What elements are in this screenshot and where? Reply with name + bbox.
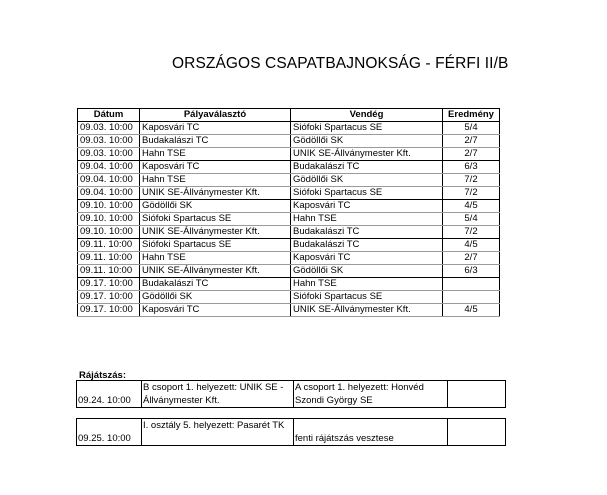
cell-away: Siófoki Spartacus SE <box>291 187 443 200</box>
cell-home: UNIK SE-Állványmester Kft. <box>140 226 291 239</box>
cell-result: 6/3 <box>443 161 500 174</box>
playoff-away: A csoport 1. helyezett: Honvéd Szondi György SE <box>294 381 448 408</box>
table-row <box>78 122 500 135</box>
playoff-away: fenti rájátszás vesztese <box>294 419 448 446</box>
cell-result: 7/2 <box>443 187 500 200</box>
table-row <box>78 135 500 148</box>
cell-date: 09.04. 10:00 <box>78 187 140 200</box>
cell-home: Gödöllői SK <box>140 291 291 304</box>
cell-result: 7/2 <box>443 226 500 239</box>
cell-date: 09.03. 10:00 <box>78 148 140 161</box>
playoff-home: I. osztály 5. helyezett: Pasarét TK <box>142 419 294 446</box>
cell-date: 09.04. 10:00 <box>78 161 140 174</box>
table-row <box>78 252 500 265</box>
cell-away: Hahn TSE <box>291 213 443 226</box>
playoff-row <box>77 419 506 446</box>
playoff-table-2 <box>76 418 506 446</box>
playoff-date: 09.25. 10:00 <box>78 433 131 444</box>
cell-result: 2/7 <box>443 148 500 161</box>
cell-result: 2/7 <box>443 252 500 265</box>
cell-date: 09.10. 10:00 <box>78 226 140 239</box>
playoff-result <box>448 419 506 446</box>
cell-result: 7/2 <box>443 174 500 187</box>
cell-date: 09.17. 10:00 <box>78 291 140 304</box>
cell-home: Kaposvári TC <box>140 304 291 317</box>
cell-away: Budakalászi TC <box>291 161 443 174</box>
playoff-heading: Rájátszás: <box>79 370 126 381</box>
playoff-home: B csoport 1. helyezett: UNIK SE - Állványmester Kft. <box>142 381 294 408</box>
table-row <box>78 200 500 213</box>
table-row <box>78 187 500 200</box>
cell-date: 09.10. 10:00 <box>78 213 140 226</box>
cell-away: UNIK SE-Állványmester Kft. <box>291 148 443 161</box>
table-row <box>78 174 500 187</box>
cell-away: Budakalászi TC <box>291 226 443 239</box>
header-home: Pályaválasztó <box>140 109 291 122</box>
cell-home: Hahn TSE <box>140 252 291 265</box>
cell-home: Hahn TSE <box>140 174 291 187</box>
cell-home: UNIK SE-Állványmester Kft. <box>140 265 291 278</box>
table-header-row <box>78 109 500 122</box>
cell-date: 09.03. 10:00 <box>78 122 140 135</box>
table-row <box>78 161 500 174</box>
cell-away: Gödöllői SK <box>291 174 443 187</box>
table-row <box>78 265 500 278</box>
cell-home: Hahn TSE <box>140 148 291 161</box>
cell-home: UNIK SE-Állványmester Kft. <box>140 187 291 200</box>
cell-date: 09.11. 10:00 <box>78 265 140 278</box>
header-away: Vendég <box>291 109 443 122</box>
cell-result: 4/5 <box>443 239 500 252</box>
cell-home: Gödöllői SK <box>140 200 291 213</box>
cell-away: Gödöllői SK <box>291 265 443 278</box>
cell-home: Budakalászi TC <box>140 135 291 148</box>
results-table <box>77 108 500 317</box>
cell-home: Budakalászi TC <box>140 278 291 291</box>
cell-date: 09.11. 10:00 <box>78 239 140 252</box>
table-row <box>78 278 500 291</box>
cell-away: Budakalászi TC <box>291 239 443 252</box>
table-row <box>78 148 500 161</box>
cell-date: 09.03. 10:00 <box>78 135 140 148</box>
cell-home: Siófoki Spartacus SE <box>140 239 291 252</box>
cell-result: 2/7 <box>443 135 500 148</box>
table-row <box>78 304 500 317</box>
cell-result: 5/4 <box>443 213 500 226</box>
cell-result: 5/4 <box>443 122 500 135</box>
header-result: Eredmény <box>443 109 500 122</box>
table-row <box>78 226 500 239</box>
cell-date: 09.17. 10:00 <box>78 304 140 317</box>
cell-date: 09.04. 10:00 <box>78 174 140 187</box>
cell-away: UNIK SE-Állványmester Kft. <box>291 304 443 317</box>
playoff-row <box>77 381 506 408</box>
cell-away: Siófoki Spartacus SE <box>291 122 443 135</box>
playoff-table-1 <box>76 380 506 408</box>
cell-result: 6/3 <box>443 265 500 278</box>
cell-result <box>443 278 500 291</box>
cell-away: Kaposvári TC <box>291 252 443 265</box>
cell-date: 09.11. 10:00 <box>78 252 140 265</box>
cell-date: 09.10. 10:00 <box>78 200 140 213</box>
header-date: Dátum <box>78 109 140 122</box>
cell-away: Kaposvári TC <box>291 200 443 213</box>
cell-away: Gödöllői SK <box>291 135 443 148</box>
cell-home: Siófoki Spartacus SE <box>140 213 291 226</box>
page-title: ORSZÁGOS CSAPATBAJNOKSÁG - FÉRFI II/B <box>172 55 509 72</box>
cell-home: Kaposvári TC <box>140 161 291 174</box>
table-row <box>78 239 500 252</box>
cell-date: 09.17. 10:00 <box>78 278 140 291</box>
playoff-result <box>448 381 506 408</box>
table-row <box>78 213 500 226</box>
cell-away: Siófoki Spartacus SE <box>291 291 443 304</box>
cell-result: 4/5 <box>443 200 500 213</box>
cell-result: 4/5 <box>443 304 500 317</box>
cell-away: Hahn TSE <box>291 278 443 291</box>
playoff-date: 09.24. 10:00 <box>78 395 131 406</box>
table-row <box>78 291 500 304</box>
cell-result <box>443 291 500 304</box>
cell-home: Kaposvári TC <box>140 122 291 135</box>
